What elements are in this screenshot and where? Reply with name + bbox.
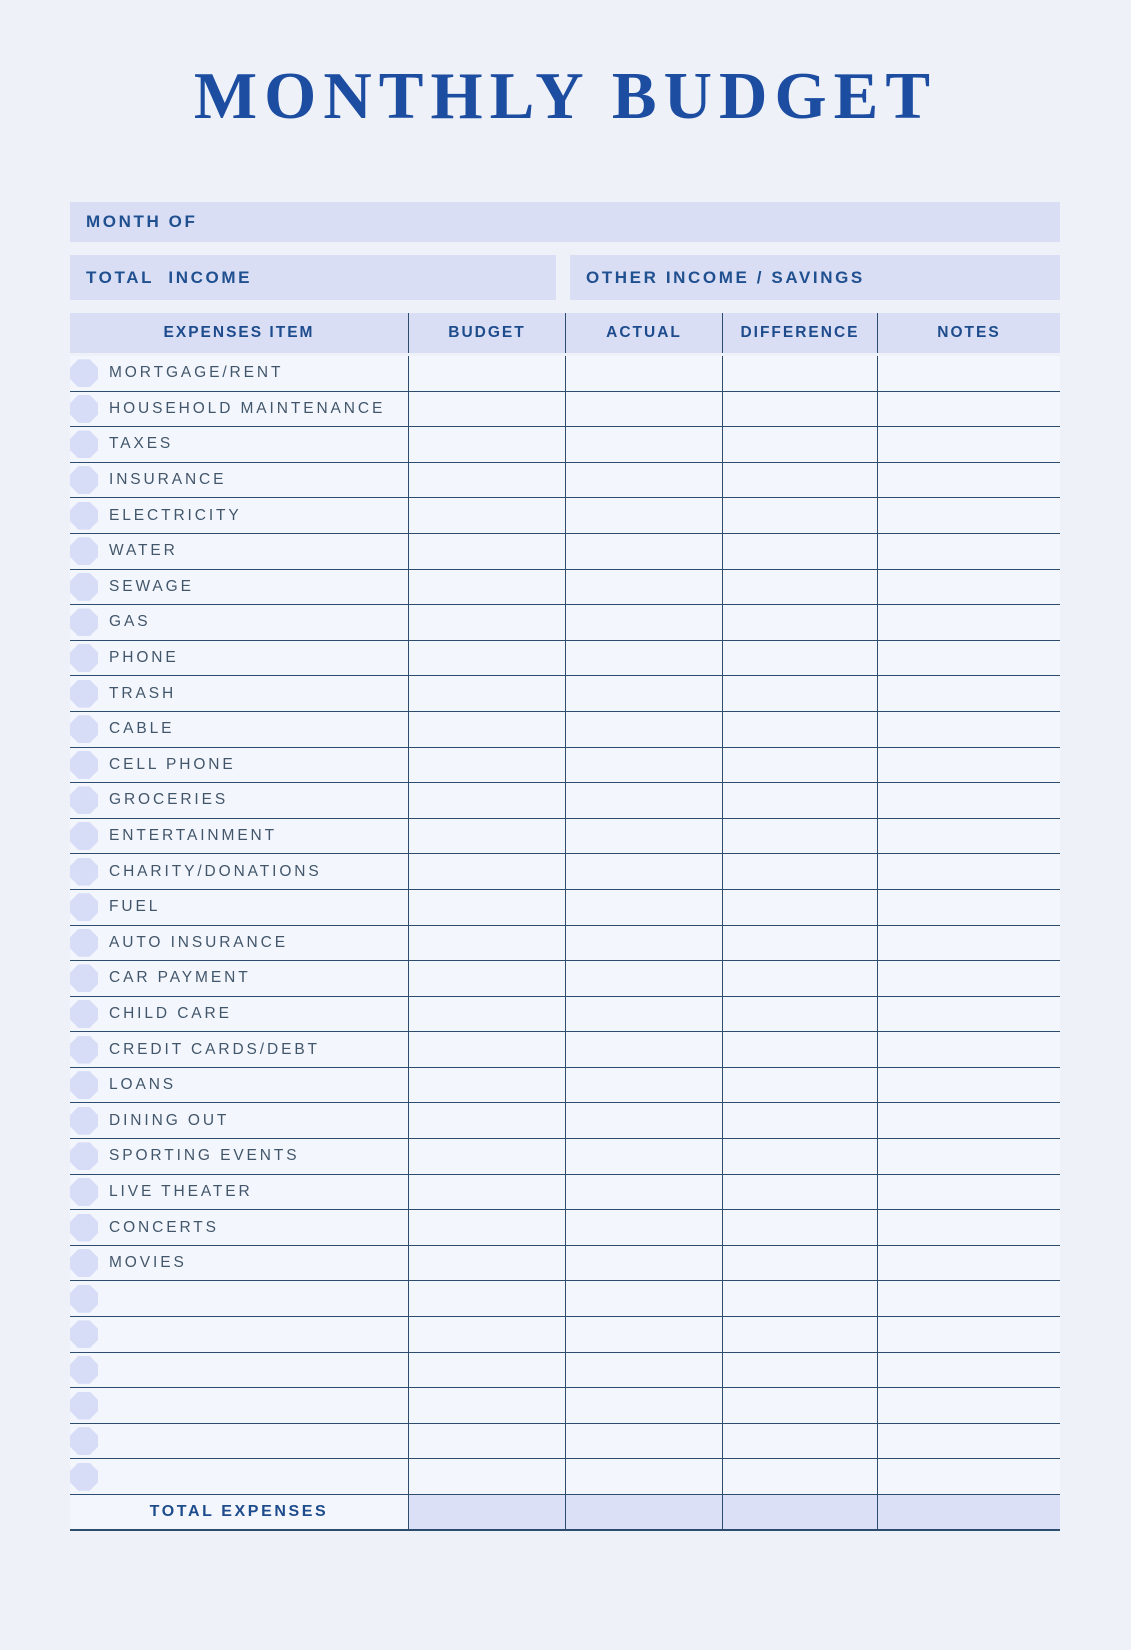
actual-cell[interactable] xyxy=(565,356,722,391)
notes-cell[interactable] xyxy=(877,819,1060,854)
notes-cell[interactable] xyxy=(877,1353,1060,1388)
actual-cell[interactable] xyxy=(565,1281,722,1316)
bullet-icon xyxy=(70,964,98,992)
budget-cell[interactable] xyxy=(408,356,565,391)
bullet-icon xyxy=(70,466,98,494)
actual-cell[interactable] xyxy=(565,1424,722,1459)
table-row xyxy=(70,890,1060,926)
actual-cell[interactable] xyxy=(565,1388,722,1423)
difference-cell[interactable] xyxy=(722,1068,877,1103)
table-row xyxy=(70,1424,1060,1460)
notes-cell[interactable] xyxy=(877,356,1060,391)
expense-item-cell xyxy=(70,1139,408,1174)
difference-cell[interactable] xyxy=(722,1210,877,1245)
bullet-icon xyxy=(70,822,98,850)
notes-cell[interactable] xyxy=(877,498,1060,533)
expenses-table xyxy=(70,313,1060,1531)
expense-item-label: TAXES xyxy=(109,435,174,453)
expense-item-cell xyxy=(70,926,408,961)
notes-cell[interactable] xyxy=(877,1281,1060,1316)
actual-cell[interactable] xyxy=(565,926,722,961)
table-body xyxy=(70,356,1060,1495)
table-row xyxy=(70,997,1060,1033)
table-row xyxy=(70,819,1060,855)
bullet-icon xyxy=(70,1142,98,1170)
actual-cell[interactable] xyxy=(565,712,722,747)
bullet-icon xyxy=(70,1000,98,1028)
budget-cell[interactable] xyxy=(408,1281,565,1316)
expense-item-cell xyxy=(70,783,408,818)
actual-cell[interactable] xyxy=(565,1459,722,1494)
expense-item-label: MORTGAGE/RENT xyxy=(109,364,284,382)
bullet-icon xyxy=(70,608,98,636)
actual-cell[interactable] xyxy=(565,427,722,462)
table-row xyxy=(70,570,1060,606)
expense-item-cell xyxy=(70,1388,408,1423)
income-section xyxy=(70,255,1060,300)
budget-cell[interactable] xyxy=(408,1353,565,1388)
bullet-icon xyxy=(70,751,98,779)
budget-cell[interactable] xyxy=(408,1424,565,1459)
actual-cell[interactable] xyxy=(565,605,722,640)
bullet-icon xyxy=(70,359,98,387)
expense-item-cell xyxy=(70,605,408,640)
bullet-icon xyxy=(70,573,98,601)
expense-item-cell xyxy=(70,1459,408,1494)
bullet-icon xyxy=(70,786,98,814)
difference-cell[interactable] xyxy=(722,356,877,391)
total-difference-cell[interactable] xyxy=(722,1495,877,1529)
table-row xyxy=(70,1068,1060,1104)
table-row xyxy=(70,427,1060,463)
table-row xyxy=(70,641,1060,677)
notes-cell[interactable] xyxy=(877,854,1060,889)
actual-cell[interactable] xyxy=(565,1246,722,1281)
expense-item-label: CREDIT CARDS/DEBT xyxy=(109,1040,320,1058)
budget-cell[interactable] xyxy=(408,570,565,605)
actual-cell[interactable] xyxy=(565,1139,722,1174)
table-row xyxy=(70,1317,1060,1353)
actual-cell[interactable] xyxy=(565,1210,722,1245)
expense-item-cell xyxy=(70,1246,408,1281)
table-row xyxy=(70,1388,1060,1424)
table-row xyxy=(70,1246,1060,1282)
header-budget: BUDGET xyxy=(408,313,565,353)
expense-item-label: WATER xyxy=(109,542,178,560)
table-row xyxy=(70,534,1060,570)
expense-item-cell xyxy=(70,1210,408,1245)
expense-item-cell xyxy=(70,1281,408,1316)
header-notes: NOTES xyxy=(877,313,1060,353)
bullet-icon xyxy=(70,1463,98,1491)
total-income-field[interactable] xyxy=(70,255,556,300)
actual-cell[interactable] xyxy=(565,1175,722,1210)
difference-cell[interactable] xyxy=(722,997,877,1032)
expense-item-cell xyxy=(70,1317,408,1352)
budget-cell[interactable] xyxy=(408,1068,565,1103)
content-area xyxy=(70,202,1060,1531)
difference-cell[interactable] xyxy=(722,1139,877,1174)
table-row xyxy=(70,1032,1060,1068)
actual-cell[interactable] xyxy=(565,854,722,889)
difference-cell[interactable] xyxy=(722,1459,877,1494)
expense-item-label: ELECTRICITY xyxy=(109,506,242,524)
notes-cell[interactable] xyxy=(877,997,1060,1032)
expense-item-cell xyxy=(70,534,408,569)
difference-cell[interactable] xyxy=(722,1353,877,1388)
actual-cell[interactable] xyxy=(565,961,722,996)
difference-cell[interactable] xyxy=(722,926,877,961)
budget-cell[interactable] xyxy=(408,1317,565,1352)
month-of-label: MONTH OF xyxy=(86,212,198,231)
budget-cell[interactable] xyxy=(408,819,565,854)
difference-cell[interactable] xyxy=(722,392,877,427)
budget-cell[interactable] xyxy=(408,854,565,889)
bullet-icon xyxy=(70,1392,98,1420)
budget-cell[interactable] xyxy=(408,463,565,498)
difference-cell[interactable] xyxy=(722,605,877,640)
table-row xyxy=(70,1210,1060,1246)
table-header-row xyxy=(70,313,1060,353)
actual-cell[interactable] xyxy=(565,1032,722,1067)
total-budget-cell[interactable] xyxy=(408,1495,565,1529)
expense-item-label: SPORTING EVENTS xyxy=(109,1147,300,1165)
bullet-icon xyxy=(70,1071,98,1099)
total-expenses-row xyxy=(70,1495,1060,1531)
expense-item-label: GAS xyxy=(109,613,151,631)
table-row xyxy=(70,926,1060,962)
difference-cell[interactable] xyxy=(722,570,877,605)
expense-item-label: CELL PHONE xyxy=(109,755,236,773)
notes-cell[interactable] xyxy=(877,605,1060,640)
notes-cell[interactable] xyxy=(877,1103,1060,1138)
expense-item-label: INSURANCE xyxy=(109,471,227,489)
notes-cell[interactable] xyxy=(877,1459,1060,1494)
notes-cell[interactable] xyxy=(877,1139,1060,1174)
actual-cell[interactable] xyxy=(565,392,722,427)
budget-cell[interactable] xyxy=(408,1210,565,1245)
actual-cell[interactable] xyxy=(565,783,722,818)
bullet-icon xyxy=(70,395,98,423)
notes-cell[interactable] xyxy=(877,463,1060,498)
expense-item-cell xyxy=(70,1032,408,1067)
difference-cell[interactable] xyxy=(722,1317,877,1352)
notes-cell[interactable] xyxy=(877,926,1060,961)
actual-cell[interactable] xyxy=(565,997,722,1032)
expense-item-cell xyxy=(70,392,408,427)
bullet-icon xyxy=(70,1178,98,1206)
actual-cell[interactable] xyxy=(565,1103,722,1138)
budget-cell[interactable] xyxy=(408,605,565,640)
difference-cell[interactable] xyxy=(722,427,877,462)
notes-cell[interactable] xyxy=(877,1068,1060,1103)
table-row xyxy=(70,1175,1060,1211)
expense-item-label: AUTO INSURANCE xyxy=(109,933,288,951)
header-expenses-item: EXPENSES ITEM xyxy=(163,324,315,341)
expense-item-cell xyxy=(70,712,408,747)
expense-item-cell xyxy=(70,961,408,996)
total-income-label: TOTAL INCOME xyxy=(86,267,253,287)
total-notes-cell[interactable] xyxy=(877,1495,1060,1529)
expense-item-label: CHARITY/DONATIONS xyxy=(109,862,322,880)
table-row xyxy=(70,1139,1060,1175)
notes-cell[interactable] xyxy=(877,890,1060,925)
difference-cell[interactable] xyxy=(722,854,877,889)
table-row xyxy=(70,1353,1060,1389)
actual-cell[interactable] xyxy=(565,748,722,783)
expense-item-cell xyxy=(70,748,408,783)
table-row xyxy=(70,1103,1060,1139)
expense-item-cell xyxy=(70,641,408,676)
notes-cell[interactable] xyxy=(877,961,1060,996)
bullet-icon xyxy=(70,858,98,886)
difference-cell[interactable] xyxy=(722,1424,877,1459)
actual-cell[interactable] xyxy=(565,641,722,676)
actual-cell[interactable] xyxy=(565,1068,722,1103)
difference-cell[interactable] xyxy=(722,890,877,925)
budget-cell[interactable] xyxy=(408,1032,565,1067)
expense-item-label: HOUSEHOLD MAINTENANCE xyxy=(109,399,386,417)
notes-cell[interactable] xyxy=(877,570,1060,605)
expense-item-label: GROCERIES xyxy=(109,791,229,809)
table-row xyxy=(70,498,1060,534)
expense-item-cell xyxy=(70,498,408,533)
table-row xyxy=(70,605,1060,641)
expense-item-label: FUEL xyxy=(109,898,161,916)
actual-cell[interactable] xyxy=(565,1353,722,1388)
notes-cell[interactable] xyxy=(877,641,1060,676)
table-row xyxy=(70,712,1060,748)
expense-item-label: PHONE xyxy=(109,649,179,667)
expense-item-label: DINING OUT xyxy=(109,1111,230,1129)
actual-cell[interactable] xyxy=(565,534,722,569)
budget-cell[interactable] xyxy=(408,748,565,783)
table-row xyxy=(70,356,1060,392)
budget-cell[interactable] xyxy=(408,783,565,818)
budget-cell[interactable] xyxy=(408,1388,565,1423)
expense-item-cell xyxy=(70,676,408,711)
difference-cell[interactable] xyxy=(722,641,877,676)
budget-cell[interactable] xyxy=(408,961,565,996)
difference-cell[interactable] xyxy=(722,498,877,533)
difference-cell[interactable] xyxy=(722,1103,877,1138)
actual-cell[interactable] xyxy=(565,570,722,605)
budget-page xyxy=(0,50,1131,1650)
bullet-icon xyxy=(70,644,98,672)
expense-item-label: CONCERTS xyxy=(109,1218,219,1236)
difference-cell[interactable] xyxy=(722,1175,877,1210)
budget-cell[interactable] xyxy=(408,676,565,711)
budget-cell[interactable] xyxy=(408,1246,565,1281)
bullet-icon xyxy=(70,715,98,743)
expense-item-label: TRASH xyxy=(109,684,177,702)
notes-cell[interactable] xyxy=(877,1246,1060,1281)
expense-item-cell xyxy=(70,427,408,462)
bullet-icon xyxy=(70,893,98,921)
table-row xyxy=(70,463,1060,499)
expense-item-cell xyxy=(70,854,408,889)
notes-cell[interactable] xyxy=(877,1032,1060,1067)
expense-item-cell xyxy=(70,890,408,925)
notes-cell[interactable] xyxy=(877,783,1060,818)
expense-item-cell xyxy=(70,1175,408,1210)
bullet-icon xyxy=(70,502,98,530)
actual-cell[interactable] xyxy=(565,676,722,711)
notes-cell[interactable] xyxy=(877,676,1060,711)
notes-cell[interactable] xyxy=(877,534,1060,569)
expense-item-cell xyxy=(70,570,408,605)
difference-cell[interactable] xyxy=(722,1281,877,1316)
expense-item-cell xyxy=(70,463,408,498)
notes-cell[interactable] xyxy=(877,712,1060,747)
bullet-icon xyxy=(70,1036,98,1064)
notes-cell[interactable] xyxy=(877,1210,1060,1245)
bullet-icon xyxy=(70,1320,98,1348)
bullet-icon xyxy=(70,430,98,458)
budget-cell[interactable] xyxy=(408,926,565,961)
difference-cell[interactable] xyxy=(722,1388,877,1423)
notes-cell[interactable] xyxy=(877,748,1060,783)
expense-item-label: CAR PAYMENT xyxy=(109,969,251,987)
bullet-icon xyxy=(70,1285,98,1313)
budget-cell[interactable] xyxy=(408,712,565,747)
notes-cell[interactable] xyxy=(877,1424,1060,1459)
bullet-icon xyxy=(70,537,98,565)
table-row xyxy=(70,392,1060,428)
page-title: MONTHLY BUDGET xyxy=(193,59,938,133)
notes-cell[interactable] xyxy=(877,1388,1060,1423)
bullet-icon xyxy=(70,1356,98,1384)
bullet-icon xyxy=(70,1249,98,1277)
expense-item-label: MOVIES xyxy=(109,1254,187,1272)
expense-item-label: ENTERTAINMENT xyxy=(109,827,278,845)
budget-cell[interactable] xyxy=(408,1175,565,1210)
bullet-icon xyxy=(70,1427,98,1455)
actual-cell[interactable] xyxy=(565,463,722,498)
actual-cell[interactable] xyxy=(565,890,722,925)
difference-cell[interactable] xyxy=(722,534,877,569)
expense-item-cell xyxy=(70,356,408,391)
bullet-icon xyxy=(70,1107,98,1135)
difference-cell[interactable] xyxy=(722,712,877,747)
notes-cell[interactable] xyxy=(877,427,1060,462)
notes-cell[interactable] xyxy=(877,392,1060,427)
expense-item-cell xyxy=(70,1068,408,1103)
bullet-icon xyxy=(70,929,98,957)
difference-cell[interactable] xyxy=(722,783,877,818)
difference-cell[interactable] xyxy=(722,1032,877,1067)
actual-cell[interactable] xyxy=(565,1317,722,1352)
table-row xyxy=(70,854,1060,890)
other-income-savings-field[interactable] xyxy=(570,255,1060,300)
total-expenses-label: TOTAL EXPENSES xyxy=(70,1495,408,1529)
expense-item-cell xyxy=(70,1424,408,1459)
expense-item-cell xyxy=(70,819,408,854)
expense-item-label: LOANS xyxy=(109,1076,177,1094)
expense-item-label: CHILD CARE xyxy=(109,1004,232,1022)
difference-cell[interactable] xyxy=(722,819,877,854)
total-actual-cell[interactable] xyxy=(565,1495,722,1529)
difference-cell[interactable] xyxy=(722,1246,877,1281)
header-difference: DIFFERENCE xyxy=(722,313,877,353)
table-row xyxy=(70,676,1060,712)
budget-cell[interactable] xyxy=(408,1103,565,1138)
table-row xyxy=(70,1281,1060,1317)
budget-cell[interactable] xyxy=(408,534,565,569)
table-row xyxy=(70,1459,1060,1495)
budget-cell[interactable] xyxy=(408,392,565,427)
notes-cell[interactable] xyxy=(877,1175,1060,1210)
expense-item-label: CABLE xyxy=(109,720,175,738)
expense-item-label: LIVE THEATER xyxy=(109,1182,253,1200)
difference-cell[interactable] xyxy=(722,676,877,711)
expense-item-cell xyxy=(70,997,408,1032)
budget-cell[interactable] xyxy=(408,427,565,462)
budget-cell[interactable] xyxy=(408,997,565,1032)
budget-cell[interactable] xyxy=(408,498,565,533)
expense-item-cell xyxy=(70,1353,408,1388)
bullet-icon xyxy=(70,1214,98,1242)
budget-cell[interactable] xyxy=(408,890,565,925)
header-actual: ACTUAL xyxy=(565,313,722,353)
actual-cell[interactable] xyxy=(565,498,722,533)
table-row xyxy=(70,748,1060,784)
difference-cell[interactable] xyxy=(722,748,877,783)
difference-cell[interactable] xyxy=(722,463,877,498)
actual-cell[interactable] xyxy=(565,819,722,854)
expense-item-label: SEWAGE xyxy=(109,577,194,595)
budget-cell[interactable] xyxy=(408,641,565,676)
table-row xyxy=(70,961,1060,997)
notes-cell[interactable] xyxy=(877,1317,1060,1352)
other-income-savings-label: OTHER INCOME / SAVINGS xyxy=(586,267,865,287)
expense-item-cell xyxy=(70,1103,408,1138)
table-row xyxy=(70,783,1060,819)
difference-cell[interactable] xyxy=(722,961,877,996)
bullet-icon xyxy=(70,680,98,708)
month-of-field[interactable] xyxy=(70,202,1060,242)
budget-cell[interactable] xyxy=(408,1139,565,1174)
budget-cell[interactable] xyxy=(408,1459,565,1494)
